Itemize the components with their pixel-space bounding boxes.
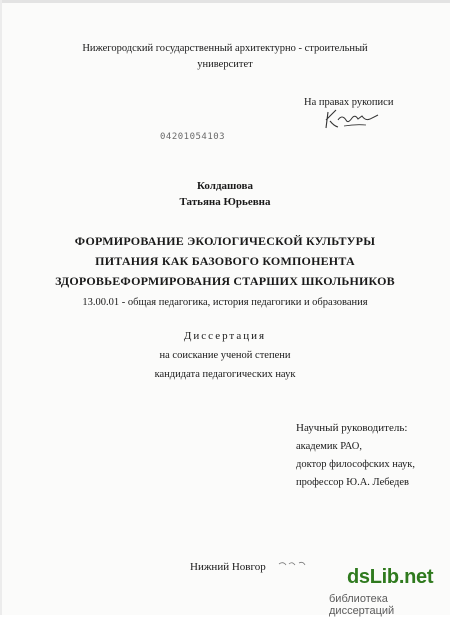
registration-code: 04201054103: [160, 132, 226, 142]
supervisor-line-2: доктор философских наук,: [296, 459, 415, 470]
degree-line-1: на соискание ученой степени: [159, 350, 291, 361]
title-line-2: ПИТАНИЯ КАК БАЗОВОГО КОМПОНЕНТА: [95, 254, 355, 268]
institution-line-1: Нижегородский государственный архитектурно - строительный: [82, 43, 368, 54]
title-line-1: ФОРМИРОВАНИЕ ЭКОЛОГИЧЕСКОЙ КУЛЬТУРЫ: [74, 234, 376, 248]
supervisor-line-3: профессор Ю.А. Лебедев: [296, 477, 409, 488]
institution-line-2: университет: [197, 59, 253, 70]
work-type: Диссертация: [183, 330, 267, 342]
watermark-logo: dsLib.net: [347, 566, 434, 588]
rights-label: На правах рукописи: [304, 97, 394, 108]
title-line-3: ЗДОРОВЬЕФОРМИРОВАНИЯ СТАРШИХ ШКОЛЬНИКОВ: [55, 274, 395, 288]
author-surname: Колдашова: [197, 180, 253, 192]
specialty: 13.00.01 - общая педагогика, история педагогики и образования: [82, 297, 368, 308]
scan-top-edge: [0, 0, 450, 3]
city-year: Нижний Новгор: [190, 561, 266, 573]
degree-line-2: кандидата педагогических наук: [154, 369, 296, 380]
author-name: Татьяна Юрьевна: [179, 196, 271, 208]
handwritten-signature: [322, 106, 382, 132]
supervisor-line-1: академик РАО,: [296, 441, 363, 452]
obscured-year-text: [277, 560, 317, 572]
watermark-tagline: библиотека диссертаций: [329, 593, 395, 617]
supervisor-heading: Научный руководитель:: [296, 422, 408, 434]
